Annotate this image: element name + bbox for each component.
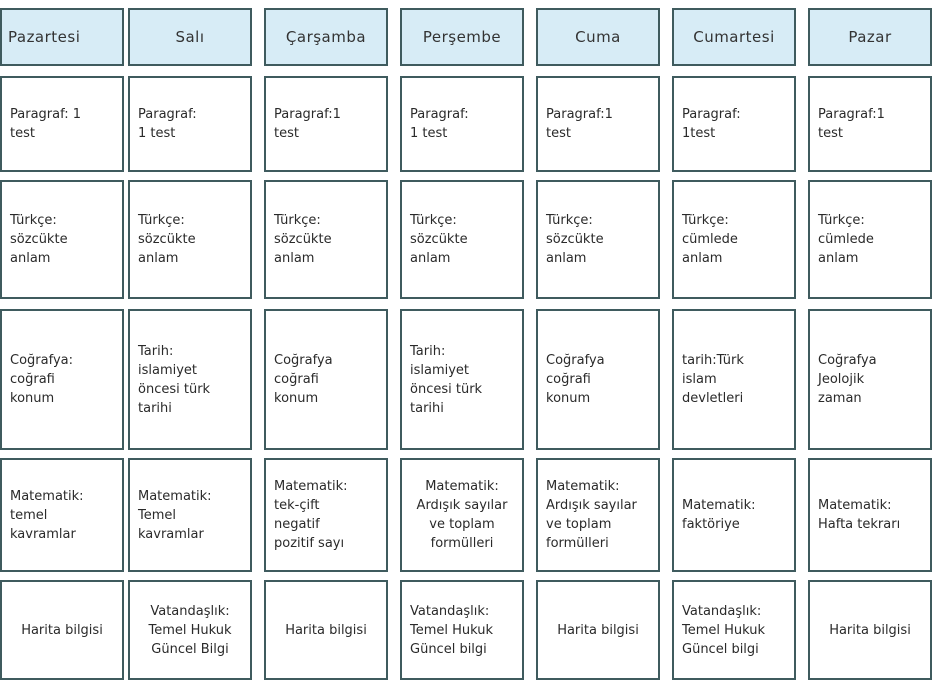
schedule-cell-pazar-row-1: Paragraf:1 test [808,76,932,172]
schedule-cell-carsamba-row-5: Harita bilgisi [264,580,388,680]
schedule-cell-sali-row-1: Paragraf: 1 test [128,76,252,172]
schedule-cell-persembe-row-4: Matematik: Ardışık sayılar ve toplam formülleri [400,458,524,572]
schedule-cell-persembe-row-5: Vatandaşlık: Temel Hukuk Güncel bilgi [400,580,524,680]
day-header-persembe: Perşembe [400,8,524,66]
schedule-cell-carsamba-row-1: Paragraf:1 test [264,76,388,172]
day-header-pazartesi: Pazartesi [0,8,124,66]
day-header-cuma: Cuma [536,8,660,66]
schedule-cell-cuma-row-5: Harita bilgisi [536,580,660,680]
schedule-cell-sali-row-4: Matematik: Temel kavramlar [128,458,252,572]
day-header-sali: Salı [128,8,252,66]
schedule-cell-pazar-row-4: Matematik: Hafta tekrarı [808,458,932,572]
schedule-cell-sali-row-3: Tarih: islamiyet öncesi türk tarihi [128,309,252,450]
schedule-cell-pazartesi-row-4: Matematik: temel kavramlar [0,458,124,572]
schedule-cell-pazartesi-row-3: Coğrafya: coğrafi konum [0,309,124,450]
schedule-cell-pazar-row-5: Harita bilgisi [808,580,932,680]
schedule-cell-cuma-row-2: Türkçe: sözcükte anlam [536,180,660,299]
schedule-cell-carsamba-row-3: Coğrafya coğrafi konum [264,309,388,450]
schedule-cell-sali-row-2: Türkçe: sözcükte anlam [128,180,252,299]
schedule-cell-cuma-row-4: Matematik: Ardışık sayılar ve toplam formülleri [536,458,660,572]
schedule-cell-cumartesi-row-1: Paragraf: 1test [672,76,796,172]
schedule-cell-pazar-row-2: Türkçe: cümlede anlam [808,180,932,299]
schedule-cell-cumartesi-row-5: Vatandaşlık: Temel Hukuk Güncel bilgi [672,580,796,680]
schedule-cell-carsamba-row-2: Türkçe: sözcükte anlam [264,180,388,299]
schedule-cell-pazartesi-row-5: Harita bilgisi [0,580,124,680]
schedule-cell-persembe-row-2: Türkçe: sözcükte anlam [400,180,524,299]
schedule-cell-persembe-row-1: Paragraf: 1 test [400,76,524,172]
day-header-carsamba: Çarşamba [264,8,388,66]
schedule-cell-pazartesi-row-2: Türkçe: sözcükte anlam [0,180,124,299]
schedule-cell-pazartesi-row-1: Paragraf: 1 test [0,76,124,172]
day-header-pazar: Pazar [808,8,932,66]
day-header-cumartesi: Cumartesi [672,8,796,66]
schedule-cell-sali-row-5: Vatandaşlık: Temel Hukuk Güncel Bilgi [128,580,252,680]
schedule-cell-carsamba-row-4: Matematik: tek-çift negatif pozitif sayı [264,458,388,572]
schedule-cell-persembe-row-3: Tarih: islamiyet öncesi türk tarihi [400,309,524,450]
schedule-cell-cumartesi-row-3: tarih:Türk islam devletleri [672,309,796,450]
schedule-cell-pazar-row-3: Coğrafya Jeolojik zaman [808,309,932,450]
schedule-cell-cuma-row-3: Coğrafya coğrafi konum [536,309,660,450]
schedule-cell-cumartesi-row-2: Türkçe: cümlede anlam [672,180,796,299]
schedule-cell-cuma-row-1: Paragraf:1 test [536,76,660,172]
schedule-cell-cumartesi-row-4: Matematik: faktöriye [672,458,796,572]
